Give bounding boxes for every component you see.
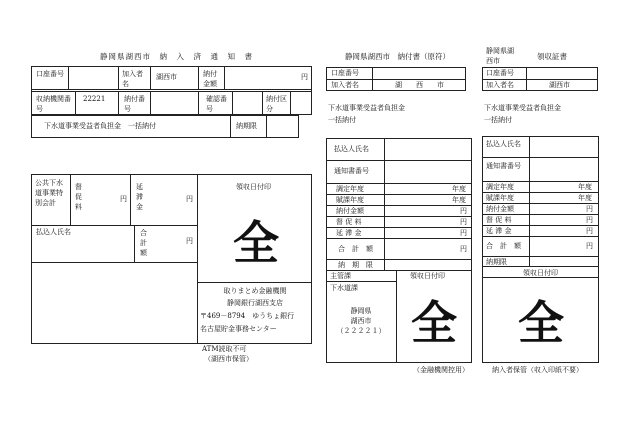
right-subject-1: 下水道事業受益者負担金 (484, 104, 561, 112)
right-fuka-label: 賦課年度 (486, 194, 514, 202)
left-shuno-label: 収納機関番 号 (36, 95, 78, 113)
mid-gesuido-label: 下水道課 (330, 284, 358, 292)
mid-zen-stamp: 全 (411, 296, 457, 350)
right-ryoshu-label: 領収日付印 (523, 269, 558, 277)
mid-kouza-label: 口座番号 (331, 69, 359, 77)
left-title: 静岡県湖西市 納 入 済 通 知 書 (100, 52, 253, 61)
right-fuka-nendo: 年度 (578, 194, 592, 202)
left-tokusoku-yen: 円 (120, 195, 127, 203)
right-tokusoku-label: 督 促 料 (486, 216, 512, 224)
right-footer: 納入者保管（収入印紙不要） (492, 366, 583, 374)
mid-goukei-label: 合 計 額 (338, 245, 373, 253)
right-subject-2: 一括納付 (484, 116, 512, 124)
left-noufu-kingaku-label: 納付金額 (203, 70, 217, 88)
right-zen-stamp: 全 (518, 296, 564, 350)
left-nouki-label: 納期限 (236, 122, 257, 130)
right-kanyusha-value: 湖西市 (549, 81, 570, 89)
right-chotei-nendo: 年度 (578, 183, 592, 191)
mid-chotei-label: 調定年度 (336, 185, 364, 193)
right-tokusoku-yen: 円 (586, 216, 593, 224)
mid-kanyusha-label: 加入者名 (331, 81, 359, 89)
left-shuno-value: 22221 (83, 95, 106, 103)
mid-tokusoku-yen: 円 (460, 218, 467, 226)
bank-line-1: 取りまとめ金融機関 (223, 287, 287, 295)
mid-ryoshu-label: 領収日付印 (410, 272, 445, 280)
bank-line-2: 静岡銀行湖西支店 (227, 299, 283, 307)
right-haraikomi-label: 払込人氏名 (486, 140, 521, 148)
left-kouhi-label: 公共下水道事業特別会計 (35, 179, 63, 207)
bank-line-3: 〒469－8794 ゆうちょ銀行 (200, 312, 295, 320)
right-kouza-label: 口座番号 (486, 69, 514, 77)
right-noufu-yen: 円 (586, 205, 593, 213)
right-entai-yen: 円 (586, 227, 593, 235)
right-goukei-yen: 円 (586, 242, 593, 250)
mid-tokusoku-label: 督 促 料 (336, 218, 362, 226)
mid-fuka-label: 賦課年度 (336, 196, 364, 204)
right-goukei-label: 合 計 額 (486, 242, 521, 250)
mid-entai-label: 延 滞 金 (336, 229, 362, 237)
bank-line-4: 名古屋貯金事務センター (200, 325, 277, 333)
left-tokusoku-label: 督促料 (75, 183, 82, 211)
hokan-note: （湖西市保管） (204, 355, 253, 363)
mid-goukei-yen: 円 (460, 245, 467, 253)
right-nouki-label: 納期限 (486, 258, 507, 266)
right-title: 領収証書 (537, 52, 567, 61)
left-goukei-yen: 円 (186, 237, 193, 245)
mid-subject-2: 一括納付 (328, 116, 356, 124)
mid-tsuchi-label: 通知書番号 (334, 167, 369, 175)
left-entai-label: 延滞金 (136, 183, 143, 211)
right-kanyusha-label: 加入者名 (486, 81, 514, 89)
left-goukei-label: 合計額 (140, 229, 147, 257)
left-noufu-kubun-label: 納付区分 (266, 95, 287, 113)
mid-kanyusha-value: 湖 西 市 (395, 81, 444, 89)
left-entai-yen: 円 (186, 195, 193, 203)
right-entai-label: 延 滞 金 (486, 227, 512, 235)
left-kanyusha-label: 加入者名 (122, 70, 143, 88)
left-zen-stamp: 全 (233, 216, 279, 270)
right-tsuchi-label: 通知書番号 (486, 162, 521, 170)
mid-stamp-line-2: 湖西市 (350, 317, 372, 325)
mid-noufu-yen: 円 (460, 207, 467, 215)
mid-fuka-nendo: 年度 (452, 196, 466, 204)
left-noufu-bango-label: 納付番号 (124, 95, 145, 113)
left-subject: 下水道事業受益者負担金 一括納付 (44, 122, 156, 130)
left-ryoshu-label: 領収日付印 (236, 183, 271, 191)
mid-subject-1: 下水道事業受益者負担金 (328, 104, 405, 112)
mid-haraikomi-label: 払込人氏名 (334, 145, 369, 153)
mid-nouki-label: 納 期 限 (338, 261, 373, 269)
mid-shukan-label: 主管課 (330, 272, 351, 280)
mid-stamp-line-1: 静岡県 (350, 307, 372, 315)
left-kouza-label: 口座番号 (36, 70, 64, 78)
left-kanyusha-value: 湖西市 (156, 73, 177, 81)
mid-entai-yen: 円 (460, 229, 467, 237)
right-noufu-label: 納付金額 (486, 205, 514, 213)
atm-note: ATM読取不可 (202, 345, 247, 353)
mid-stamp-line-3: （２２２２１） (336, 327, 386, 335)
left-kakunin-label: 確認番号 (206, 95, 227, 113)
mid-title: 静岡県湖西市 納付書（原符） (345, 52, 450, 61)
mid-chotei-nendo: 年度 (452, 185, 466, 193)
right-title-left: 静岡県湖西市 (486, 47, 514, 65)
right-chotei-label: 調定年度 (486, 183, 514, 191)
mid-noufu-label: 納付金額 (336, 207, 364, 215)
mid-footer: （金融機関控用） (413, 366, 469, 374)
left-haraikomi-label: 払込人氏名 (36, 228, 71, 236)
left-noufu-kingaku-yen: 円 (301, 73, 308, 81)
